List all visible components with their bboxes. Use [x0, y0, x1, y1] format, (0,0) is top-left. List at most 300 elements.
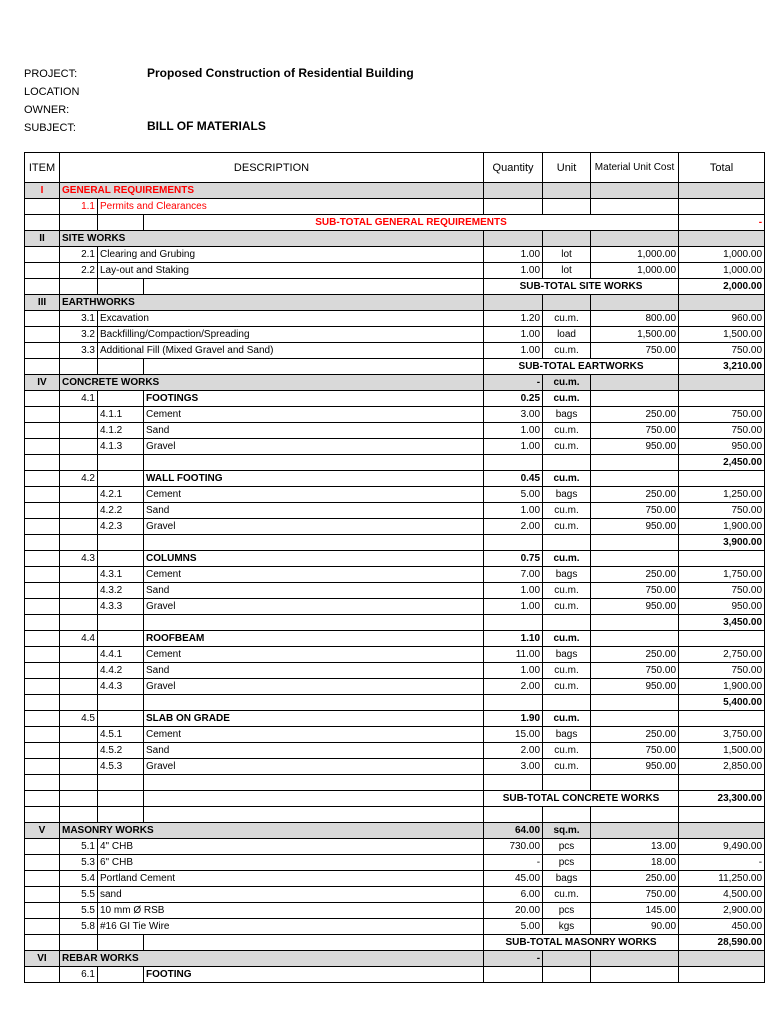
quantity-cell: 2.00: [484, 679, 543, 695]
quantity-cell: -: [484, 375, 543, 391]
unit-cell: [543, 967, 591, 983]
item-number: 4.2.1: [98, 487, 144, 503]
total-cell: 750.00: [679, 583, 765, 599]
total-cell: [679, 199, 765, 215]
quantity-cell: 1.90: [484, 711, 543, 727]
table-cell: [25, 599, 60, 615]
table-cell: [484, 775, 543, 791]
unit-cost-cell: 250.00: [591, 647, 679, 663]
table-cell: [144, 775, 484, 791]
total-cell: 750.00: [679, 663, 765, 679]
unit-cell: cu.m.: [543, 759, 591, 775]
item-description: Sand: [144, 583, 484, 599]
table-cell: [98, 695, 144, 711]
table-cell: [98, 535, 144, 551]
section-title: GENERAL REQUIREMENTS: [60, 183, 484, 199]
unit-cell: bags: [543, 567, 591, 583]
table-row: [25, 439, 765, 455]
quantity-cell: 20.00: [484, 903, 543, 919]
table-row: [25, 487, 765, 503]
quantity-cell: -: [484, 855, 543, 871]
total-cell: 750.00: [679, 423, 765, 439]
section-title: SITE WORKS: [60, 231, 484, 247]
table-cell: [25, 455, 60, 471]
table-row: [25, 503, 765, 519]
table-cell: [25, 791, 60, 807]
item-number: 4.4.1: [98, 647, 144, 663]
quantity-cell: 1.00: [484, 343, 543, 359]
table-cell: [543, 615, 591, 631]
group-row: [25, 391, 765, 407]
table-cell: [543, 807, 591, 823]
item-number: 5.1: [60, 839, 98, 855]
table-cell: [679, 631, 765, 647]
table-cell: [98, 551, 144, 567]
quantity-cell: 2.00: [484, 519, 543, 535]
table-cell: [98, 455, 144, 471]
total-cell: 750.00: [679, 407, 765, 423]
table-cell: [679, 823, 765, 839]
item-description: sand: [98, 887, 484, 903]
quantity-cell: 1.00: [484, 327, 543, 343]
section-code: VI: [25, 951, 60, 967]
table-cell: [591, 455, 679, 471]
item-number: 4.2.3: [98, 519, 144, 535]
group-total-cell: 3,450.00: [679, 615, 765, 631]
unit-cost-cell: 950.00: [591, 439, 679, 455]
table-cell: [591, 471, 679, 487]
table-row: [25, 599, 765, 615]
table-cell: [679, 391, 765, 407]
section-code: IV: [25, 375, 60, 391]
table-cell: [60, 503, 98, 519]
table-cell: [25, 807, 60, 823]
section-title: REBAR WORKS: [60, 951, 484, 967]
subtotal-label: SUB-TOTAL SITE WORKS: [484, 279, 679, 295]
table-cell: [60, 359, 98, 375]
table-cell: [60, 423, 98, 439]
quantity-cell: 0.75: [484, 551, 543, 567]
unit-cost-cell: 250.00: [591, 567, 679, 583]
table-cell: [25, 407, 60, 423]
table-row: [25, 759, 765, 775]
item-description: Clearing and Grubing: [98, 247, 484, 263]
unit-cell: cu.m.: [543, 503, 591, 519]
table-cell: [679, 551, 765, 567]
table-cell: [25, 215, 60, 231]
item-description: Permits and Clearances: [98, 199, 484, 215]
group-title: WALL FOOTING: [144, 471, 484, 487]
table-cell: [25, 679, 60, 695]
blank-row: [25, 775, 765, 791]
table-cell: [60, 599, 98, 615]
item-number: 4.5: [60, 711, 98, 727]
unit-cell: lot: [543, 263, 591, 279]
total-cell: 450.00: [679, 919, 765, 935]
unit-cell: bags: [543, 487, 591, 503]
unit-cost-cell: 800.00: [591, 311, 679, 327]
unit-cell: kgs: [543, 919, 591, 935]
table-cell: [679, 375, 765, 391]
table-cell: [591, 807, 679, 823]
section-title: MASONRY WORKS: [60, 823, 484, 839]
section-code: I: [25, 183, 60, 199]
total-cell: -: [679, 855, 765, 871]
item-description: Gravel: [144, 599, 484, 615]
table-cell: [60, 535, 98, 551]
subject-title: BILL OF MATERIALS: [147, 119, 266, 133]
quantity-cell: 5.00: [484, 487, 543, 503]
column-header: DESCRIPTION: [60, 153, 484, 183]
section-row: [25, 951, 765, 967]
table-row: [25, 743, 765, 759]
column-header: Total: [679, 153, 765, 183]
quantity-cell: 1.00: [484, 503, 543, 519]
subtotal-total: 23,300.00: [679, 791, 765, 807]
item-number: 4.3.1: [98, 567, 144, 583]
table-cell: [60, 407, 98, 423]
table-cell: [25, 359, 60, 375]
total-cell: 9,490.00: [679, 839, 765, 855]
table-row: [25, 679, 765, 695]
table-cell: [144, 807, 484, 823]
table-row: [25, 567, 765, 583]
unit-cell: bags: [543, 727, 591, 743]
subtotal-row: [25, 791, 765, 807]
table-row: [25, 247, 765, 263]
quantity-cell: 730.00: [484, 839, 543, 855]
table-cell: [98, 279, 144, 295]
table-row: [25, 343, 765, 359]
table-row: [25, 311, 765, 327]
subtotal-label: SUB-TOTAL MASONRY WORKS: [484, 935, 679, 951]
total-cell: 1,900.00: [679, 519, 765, 535]
unit-cost-cell: 1,500.00: [591, 327, 679, 343]
quantity-cell: [484, 199, 543, 215]
table-cell: [25, 887, 60, 903]
table-cell: [543, 535, 591, 551]
column-header: Material Unit Cost: [591, 153, 679, 183]
table-cell: [25, 663, 60, 679]
table-cell: [60, 439, 98, 455]
table-cell: [98, 711, 144, 727]
subtotal-total: 28,590.00: [679, 935, 765, 951]
section-row: [25, 295, 765, 311]
quantity-cell: 1.00: [484, 423, 543, 439]
table-cell: [98, 615, 144, 631]
table-cell: [144, 279, 484, 295]
table-cell: [591, 615, 679, 631]
item-description: Cement: [144, 407, 484, 423]
table-cell: [25, 583, 60, 599]
table-cell: [591, 711, 679, 727]
item-number: 4.1.3: [98, 439, 144, 455]
table-cell: [60, 519, 98, 535]
unit-cost-cell: 950.00: [591, 679, 679, 695]
unit-cell: [543, 951, 591, 967]
item-description: Cement: [144, 487, 484, 503]
table-cell: [98, 935, 144, 951]
table-cell: [60, 791, 98, 807]
quantity-cell: 2.00: [484, 743, 543, 759]
item-number: 6.1: [60, 967, 98, 983]
group-title: SLAB ON GRADE: [144, 711, 484, 727]
subtotal-total: 2,000.00: [679, 279, 765, 295]
blank-row: [25, 807, 765, 823]
table-row: [25, 583, 765, 599]
table-cell: [60, 615, 98, 631]
unit-cost-cell: 750.00: [591, 343, 679, 359]
total-cell: 750.00: [679, 503, 765, 519]
item-number: 4.4.2: [98, 663, 144, 679]
group-title: FOOTINGS: [144, 391, 484, 407]
quantity-cell: [484, 295, 543, 311]
section-row: [25, 375, 765, 391]
item-number: 5.5: [60, 903, 98, 919]
total-cell: 2,900.00: [679, 903, 765, 919]
table-cell: [591, 823, 679, 839]
table-cell: [144, 535, 484, 551]
unit-cost-cell: 750.00: [591, 423, 679, 439]
item-number: 5.3: [60, 855, 98, 871]
unit-cell: cu.m.: [543, 887, 591, 903]
total-cell: 960.00: [679, 311, 765, 327]
table-cell: [60, 935, 98, 951]
bill-of-materials-table: [24, 152, 765, 983]
table-cell: [591, 967, 679, 983]
table-cell: [25, 839, 60, 855]
table-cell: [144, 695, 484, 711]
quantity-cell: 1.10: [484, 631, 543, 647]
item-number: 4.5.1: [98, 727, 144, 743]
table-cell: [679, 967, 765, 983]
total-cell: 950.00: [679, 439, 765, 455]
table-cell: [98, 631, 144, 647]
subtotal-total: 3,210.00: [679, 359, 765, 375]
group-title: FOOTING: [144, 967, 484, 983]
unit-cost-cell: [591, 199, 679, 215]
item-description: 10 mm Ø RSB: [98, 903, 484, 919]
item-description: #16 GI Tie Wire: [98, 919, 484, 935]
table-cell: [98, 471, 144, 487]
section-code: V: [25, 823, 60, 839]
item-description: 4" CHB: [98, 839, 484, 855]
unit-cell: [543, 231, 591, 247]
total-cell: 1,000.00: [679, 247, 765, 263]
location-label: LOCATION: [24, 86, 80, 98]
quantity-cell: 15.00: [484, 727, 543, 743]
section-code: III: [25, 295, 60, 311]
table-cell: [591, 535, 679, 551]
table-cell: [484, 535, 543, 551]
group-total-row: [25, 535, 765, 551]
item-number: 4.3.2: [98, 583, 144, 599]
item-description: Portland Cement: [98, 871, 484, 887]
table-cell: [591, 391, 679, 407]
item-number: 4.1.1: [98, 407, 144, 423]
column-header: Quantity: [484, 153, 543, 183]
table-cell: [98, 791, 144, 807]
item-number: 5.5: [60, 887, 98, 903]
table-cell: [60, 775, 98, 791]
table-cell: [591, 231, 679, 247]
table-row: [25, 855, 765, 871]
table-cell: [25, 647, 60, 663]
item-number: 4.5.3: [98, 759, 144, 775]
item-number: 4.4: [60, 631, 98, 647]
total-cell: 11,250.00: [679, 871, 765, 887]
quantity-cell: 5.00: [484, 919, 543, 935]
unit-cost-cell: 250.00: [591, 407, 679, 423]
item-number: 3.1: [60, 311, 98, 327]
table-cell: [25, 711, 60, 727]
subtotal-label: SUB-TOTAL EARTWORKS: [484, 359, 679, 375]
quantity-cell: 1.00: [484, 583, 543, 599]
unit-cell: load: [543, 327, 591, 343]
quantity-cell: 0.25: [484, 391, 543, 407]
total-cell: 1,500.00: [679, 743, 765, 759]
quantity-cell: 3.00: [484, 759, 543, 775]
table-cell: [98, 967, 144, 983]
table-cell: [60, 215, 98, 231]
item-number: 2.1: [60, 247, 98, 263]
table-row: [25, 663, 765, 679]
unit-cost-cell: 250.00: [591, 727, 679, 743]
subject-label: SUBJECT:: [24, 122, 76, 134]
table-cell: [25, 903, 60, 919]
table-cell: [484, 455, 543, 471]
item-number: 4.3.3: [98, 599, 144, 615]
owner-label: OWNER:: [24, 104, 70, 116]
total-cell: 2,750.00: [679, 647, 765, 663]
total-cell: 1,250.00: [679, 487, 765, 503]
quantity-cell: 1.00: [484, 247, 543, 263]
column-header: Unit: [543, 153, 591, 183]
item-number: 3.3: [60, 343, 98, 359]
table-row: [25, 407, 765, 423]
table-cell: [591, 375, 679, 391]
item-number: 5.8: [60, 919, 98, 935]
quantity-cell: 1.00: [484, 439, 543, 455]
unit-cell: pcs: [543, 839, 591, 855]
unit-cost-cell: 1,000.00: [591, 263, 679, 279]
section-row: [25, 183, 765, 199]
table-cell: [25, 311, 60, 327]
total-cell: 1,750.00: [679, 567, 765, 583]
unit-cell: lot: [543, 247, 591, 263]
table-cell: [60, 695, 98, 711]
table-cell: [144, 791, 484, 807]
group-row: [25, 967, 765, 983]
table-cell: [25, 551, 60, 567]
unit-cost-cell: 145.00: [591, 903, 679, 919]
table-cell: [543, 455, 591, 471]
table-cell: [60, 743, 98, 759]
item-number: 3.2: [60, 327, 98, 343]
group-total-row: [25, 455, 765, 471]
table-cell: [25, 695, 60, 711]
table-cell: [679, 775, 765, 791]
table-cell: [98, 775, 144, 791]
table-cell: [60, 727, 98, 743]
table-cell: [25, 391, 60, 407]
table-cell: [25, 247, 60, 263]
table-cell: [591, 951, 679, 967]
table-row: [25, 903, 765, 919]
quantity-cell: 6.00: [484, 887, 543, 903]
item-number: 2.2: [60, 263, 98, 279]
column-header: ITEM: [25, 153, 60, 183]
unit-cell: cu.m.: [543, 391, 591, 407]
group-total-cell: 5,400.00: [679, 695, 765, 711]
unit-cell: cu.m.: [543, 423, 591, 439]
table-row: [25, 199, 765, 215]
unit-cost-cell: 90.00: [591, 919, 679, 935]
item-number: 4.1: [60, 391, 98, 407]
table-row: [25, 839, 765, 855]
item-number: 4.2: [60, 471, 98, 487]
subtotal-row: [25, 279, 765, 295]
group-row: [25, 471, 765, 487]
table-cell: [484, 695, 543, 711]
group-total-cell: 2,450.00: [679, 455, 765, 471]
subtotal-label: SUB-TOTAL GENERAL REQUIREMENTS: [144, 215, 679, 231]
item-number: 4.3: [60, 551, 98, 567]
item-description: Gravel: [144, 519, 484, 535]
table-cell: [484, 615, 543, 631]
table-cell: [60, 663, 98, 679]
quantity-cell: 1.00: [484, 663, 543, 679]
unit-cell: cu.m.: [543, 551, 591, 567]
unit-cell: cu.m.: [543, 471, 591, 487]
item-description: Sand: [144, 663, 484, 679]
section-code: II: [25, 231, 60, 247]
quantity-cell: [484, 183, 543, 199]
unit-cell: cu.m.: [543, 375, 591, 391]
unit-cell: cu.m.: [543, 519, 591, 535]
unit-cell: cu.m.: [543, 583, 591, 599]
group-title: ROOFBEAM: [144, 631, 484, 647]
unit-cell: sq.m.: [543, 823, 591, 839]
table-cell: [25, 967, 60, 983]
project-title: Proposed Construction of Residential Building: [147, 66, 414, 80]
item-description: 6" CHB: [98, 855, 484, 871]
group-total-row: [25, 615, 765, 631]
table-cell: [25, 519, 60, 535]
table-cell: [60, 567, 98, 583]
total-cell: 1,500.00: [679, 327, 765, 343]
unit-cell: pcs: [543, 903, 591, 919]
table-cell: [25, 471, 60, 487]
unit-cell: cu.m.: [543, 311, 591, 327]
table-cell: [98, 215, 144, 231]
table-row: [25, 519, 765, 535]
table-cell: [25, 279, 60, 295]
quantity-cell: 11.00: [484, 647, 543, 663]
subtotal-label: SUB-TOTAL CONCRETE WORKS: [484, 791, 679, 807]
unit-cell: cu.m.: [543, 439, 591, 455]
unit-cost-cell: 950.00: [591, 599, 679, 615]
table-cell: [25, 327, 60, 343]
subtotal-row: [25, 935, 765, 951]
table-cell: [591, 695, 679, 711]
table-cell: [60, 807, 98, 823]
unit-cell: cu.m.: [543, 343, 591, 359]
total-cell: 750.00: [679, 343, 765, 359]
group-total-cell: 3,900.00: [679, 535, 765, 551]
unit-cell: cu.m.: [543, 631, 591, 647]
item-description: Cement: [144, 567, 484, 583]
